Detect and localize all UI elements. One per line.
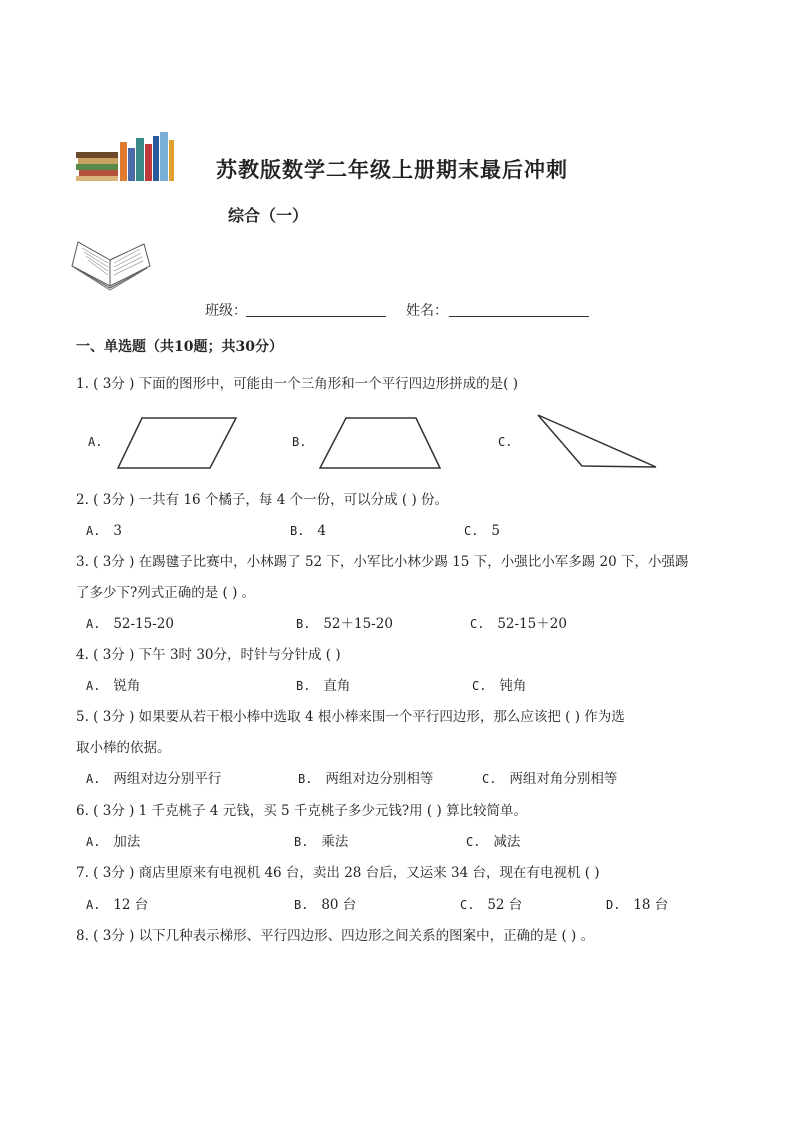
question-7: 7. ( 3分 ) 商店里原来有电视机 46 台，卖出 28 台后，又运来 34 台，现在有电视机 ( )	[76, 865, 600, 881]
question-5-line2: 取小棒的依据。	[76, 740, 171, 756]
question-6: 6. ( 3分 ) 1 千克桃子 4 元钱，买 5 千克桃子多少元钱?用 ( ) 算比较简单。	[76, 803, 528, 819]
option-b[interactable]: B. 4	[290, 523, 326, 539]
question-2: 2. ( 3分 ) 一共有 16 个橘子，每 4 个一份，可以分成 ( ) 份。	[76, 492, 449, 508]
option-c[interactable]: C. 5	[464, 523, 500, 539]
option-label: A.	[88, 435, 103, 449]
option-label: C.	[498, 435, 513, 449]
option-c[interactable]: C. 52-15＋20	[470, 616, 567, 632]
parallelogram-shape	[116, 416, 238, 470]
triangle-shape	[534, 412, 660, 470]
option-c[interactable]: C. 两组对角分别相等	[482, 771, 618, 787]
option-c[interactable]: C. 减法	[466, 834, 521, 850]
question-8: 8. ( 3分 ) 以下几种表示梯形、平行四边形、四边形之间关系的图案中，正确的是 ( ) 。	[76, 928, 595, 944]
option-c[interactable]: C. 钝角	[472, 678, 527, 694]
question-4: 4. ( 3分 ) 下午 3时 30分，时针与分针成 ( )	[76, 647, 341, 663]
question-5-line1: 5. ( 3分 ) 如果要从若干根小棒中选取 4 根小棒来围一个平行四边形，那么应该把 ( ) 作为选	[76, 709, 625, 725]
option-a[interactable]: A. 12 台	[86, 897, 149, 913]
name-input-line[interactable]	[449, 316, 589, 317]
open-book-icon	[70, 236, 152, 296]
page-title: 苏教版数学二年级上册期末最后冲刺	[216, 157, 568, 182]
page-subtitle: 综合（一）	[228, 206, 309, 225]
option-d[interactable]: D. 18 台	[606, 897, 669, 913]
trapezoid-shape	[318, 416, 442, 470]
name-label: 姓名：	[406, 303, 448, 319]
option-a[interactable]: A. 52-15-20	[86, 616, 174, 632]
option-b[interactable]: B. 52＋15-20	[296, 616, 393, 632]
section-heading: 一、单选题（共10题；共30分）	[76, 339, 283, 355]
option-b[interactable]: B. 直角	[296, 678, 351, 694]
option-a[interactable]: A. 加法	[86, 834, 141, 850]
option-b[interactable]: B. 两组对边分别相等	[298, 771, 434, 787]
option-b[interactable]: B. 80 台	[294, 897, 357, 913]
option-a[interactable]: A. 锐角	[86, 678, 141, 694]
question-3-line1: 3. ( 3分 ) 在踢毽子比赛中，小林踢了 52 下，小军比小林少踢 15 下，小强比小军多踢 20 下，小强踢	[76, 554, 689, 570]
question-3-line2: 了多少下?列式正确的是 ( ) 。	[76, 585, 256, 601]
option-b[interactable]: B. 乘法	[294, 834, 349, 850]
option-label: B.	[292, 435, 307, 449]
option-a[interactable]: A. 3	[86, 523, 122, 539]
question-1: 1. ( 3分 ) 下面的图形中，可能由一个三角形和一个平行四边形拼成的是( )	[76, 376, 518, 392]
books-stack-icon	[76, 130, 176, 186]
option-c[interactable]: C. 52 台	[460, 897, 523, 913]
option-a[interactable]: A. 两组对边分别平行	[86, 771, 222, 787]
class-input-line[interactable]	[246, 316, 386, 317]
class-label: 班级：	[205, 303, 247, 319]
